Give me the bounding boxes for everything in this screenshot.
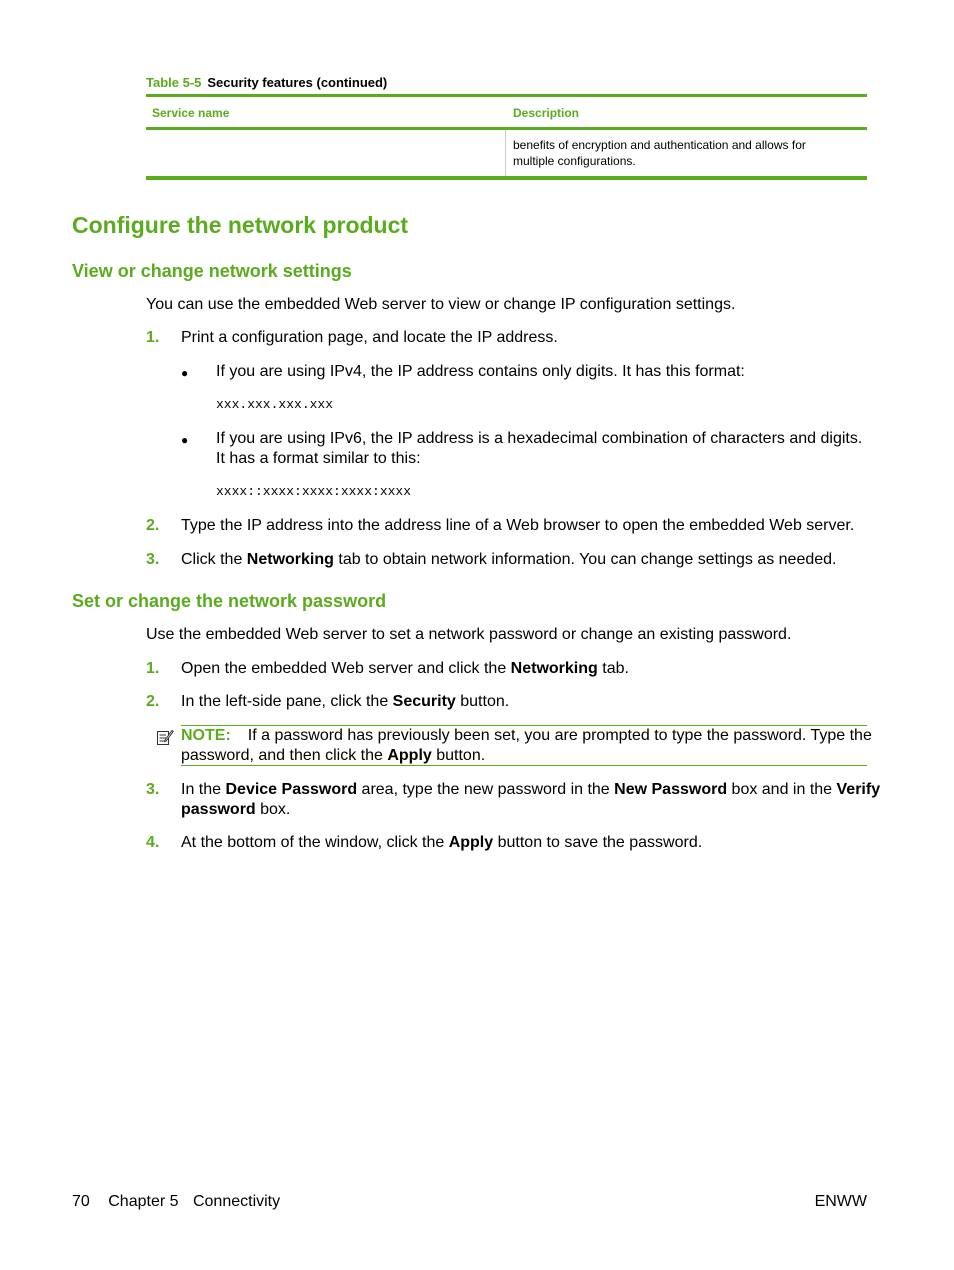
footer-chapter-title: Connectivity [192, 1193, 281, 1210]
password-step2-number: 2. [146, 693, 160, 710]
password-step1-pre: Open the embedded Web server and click the [181, 660, 511, 677]
note-line2-pre: password, and then click the [181, 747, 388, 764]
password-step3-b1: Device Password [225, 781, 358, 798]
password-step4-text [181, 833, 702, 853]
password-step4-post: button to save the password. [493, 834, 703, 851]
ipv4-format-code: xxx.xxx.xxx.xxx [216, 397, 334, 412]
note-pencil-icon [156, 728, 174, 746]
password-step1-post: tab. [597, 660, 629, 677]
password-step4-bold: Apply [448, 834, 494, 851]
password-step3-e: box. [255, 801, 291, 818]
table-cell-description [513, 137, 806, 169]
view-step3-pre: Click the [181, 551, 247, 568]
note-label: NOTE: [181, 727, 231, 744]
view-step1-text: Print a configuration page, and locate the IP address. [181, 329, 558, 346]
view-bullet2-text [216, 429, 862, 469]
table-top-rule [146, 94, 867, 97]
view-step3-text [181, 550, 837, 570]
password-step3-c: area, type the new password in the [357, 781, 615, 798]
view-heading: View or change network settings [72, 261, 352, 281]
view-step3-post: tab to obtain network information. You can change settings as needed. [333, 551, 837, 568]
view-bullet1-text: If you are using IPv4, the IP address contains only digits. It has this format: [216, 363, 745, 380]
section-title: Configure the network product [72, 212, 409, 238]
ipv6-format-code: xxxx::xxxx:xxxx:xxxx:xxxx [216, 484, 412, 499]
footer-right: ENWW [814, 1193, 867, 1210]
table-bottom-rule [146, 176, 867, 180]
password-intro: Use the embedded Web server to set a network password or change an existing password. [146, 626, 792, 643]
table-caption-title: Security features (continued) [207, 75, 388, 90]
footer-left [72, 1193, 280, 1211]
password-step1-text [181, 659, 629, 679]
bullet-glyph: ● [181, 366, 189, 380]
table-caption [146, 75, 387, 90]
view-bullet2-line2: It has a format similar to this: [216, 450, 421, 467]
view-bullet2-line1: If you are using IPv6, the IP address is a hexadecimal combination of characters and digits. [216, 430, 863, 447]
view-step3-number: 3. [146, 551, 160, 568]
bullet-glyph: ● [181, 433, 189, 447]
password-step4-pre: At the bottom of the window, click the [181, 834, 449, 851]
note-line1: If a password has previously been set, you are prompted to type the password. Type the [247, 727, 872, 744]
password-step2-bold: Security [392, 693, 456, 710]
password-step2-text [181, 692, 509, 712]
page-number: 70 [72, 1193, 90, 1210]
note-line2-post: button. [431, 747, 486, 764]
view-intro: You can use the embedded Web server to view or change IP configuration settings. [146, 296, 736, 313]
note-line2-bold: Apply [387, 747, 432, 764]
password-step1-bold: Networking [510, 660, 598, 677]
password-step3-d: box and in the [727, 781, 837, 798]
password-step2-post: button. [455, 693, 510, 710]
password-step3-b3: Verify [836, 781, 881, 798]
password-step1-number: 1. [146, 660, 160, 677]
password-heading: Set or change the network password [72, 591, 387, 611]
password-step3-text [181, 780, 880, 820]
table-header-service: Service name [152, 106, 230, 120]
footer-chapter: Chapter 5 [108, 1193, 179, 1210]
password-step2-pre: In the left-side pane, click the [181, 693, 393, 710]
note-bottom-rule [181, 765, 867, 766]
view-step2-text: Type the IP address into the address line of a Web browser to open the embedded Web server. [181, 517, 855, 534]
password-step3-a: In the [181, 781, 226, 798]
table-column-divider [505, 130, 506, 176]
view-step1-number: 1. [146, 329, 160, 346]
password-step3-b2: New Password [614, 781, 728, 798]
view-step3-bold: Networking [246, 551, 334, 568]
password-step3-b4: password [181, 801, 256, 818]
table-caption-number: Table 5-5 [146, 75, 202, 90]
table-header-description: Description [513, 106, 580, 120]
note-text [181, 726, 872, 766]
table-cell-description-line2: multiple configurations. [513, 154, 636, 168]
table-header-rule [146, 127, 867, 130]
password-step3-number: 3. [146, 781, 160, 798]
view-step2-number: 2. [146, 517, 160, 534]
table-cell-description-line1: benefits of encryption and authentication and allows for [513, 138, 806, 152]
password-step4-number: 4. [146, 834, 160, 851]
